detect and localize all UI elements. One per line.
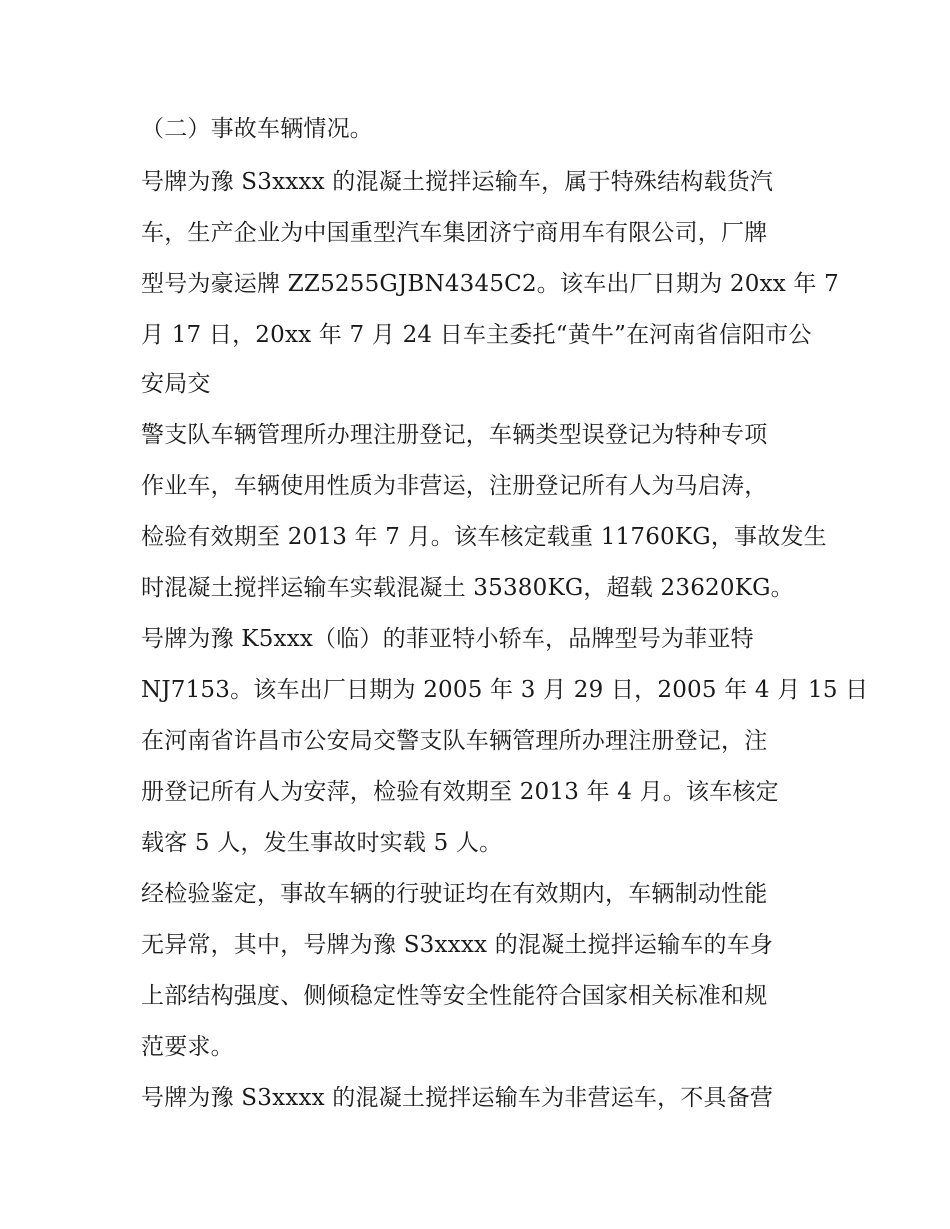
paragraph-line: 无异常，其中，号牌为豫 S3xxxx 的混凝土搅拌运输车的车身 xyxy=(141,932,774,958)
paragraph-line: 号牌为豫 S3xxxx 的混凝土搅拌运输车为非营运车，不具备营 xyxy=(141,1085,774,1111)
paragraph-line: 在河南省许昌市公安局交警支队车辆管理所办理注册登记，注 xyxy=(141,728,768,754)
paragraph-line: 型号为豪运牌 ZZ5255GJBN4345C2。该车出厂日期为 20xx 年 7 xyxy=(141,271,839,297)
paragraph-line: 时混凝土搅拌运输车实载混凝土 35380KG，超载 23620KG。 xyxy=(141,575,794,601)
paragraph-line: 上部结构强度、侧倾稳定性等安全性能符合国家相关标准和规 xyxy=(141,983,768,1009)
paragraph-line: 检验有效期至 2013 年 7 月。该车核定载重 11760KG，事故发生 xyxy=(141,524,827,550)
paragraph-line: 号牌为豫 K5xxx（临）的菲亚特小轿车，品牌型号为菲亚特 xyxy=(141,626,754,652)
paragraph-line: 载客 5 人，发生事故时实载 5 人。 xyxy=(141,830,503,856)
paragraph-line: 作业车，车辆使用性质为非营运，注册登记所有人为马启涛， xyxy=(141,473,768,499)
section-heading: （二）事故车辆情况。 xyxy=(141,116,373,142)
paragraph-line: 号牌为豫 S3xxxx 的混凝土搅拌运输车，属于特殊结构载货汽 xyxy=(141,169,774,195)
paragraph-line: 车，生产企业为中国重型汽车集团济宁商用车有限公司，厂牌 xyxy=(141,220,768,246)
paragraph-line: NJ7153。该车出厂日期为 2005 年 3 月 29 日，2005 年 4 月 15 日 xyxy=(141,677,869,703)
paragraph-line: 月 17 日，20xx 年 7 月 24 日车主委托“黄牛”在河南省信阳市公 xyxy=(141,322,812,348)
paragraph-line: 经检验鉴定，事故车辆的行驶证均在有效期内，车辆制动性能 xyxy=(141,881,768,907)
paragraph-line: 安局交 xyxy=(141,371,211,397)
paragraph-line: 册登记所有人为安萍，检验有效期至 2013 年 4 月。该车核定 xyxy=(141,779,779,805)
paragraph-line: 范要求。 xyxy=(141,1034,234,1060)
paragraph-line: 警支队车辆管理所办理注册登记，车辆类型误登记为特种专项 xyxy=(141,422,768,448)
